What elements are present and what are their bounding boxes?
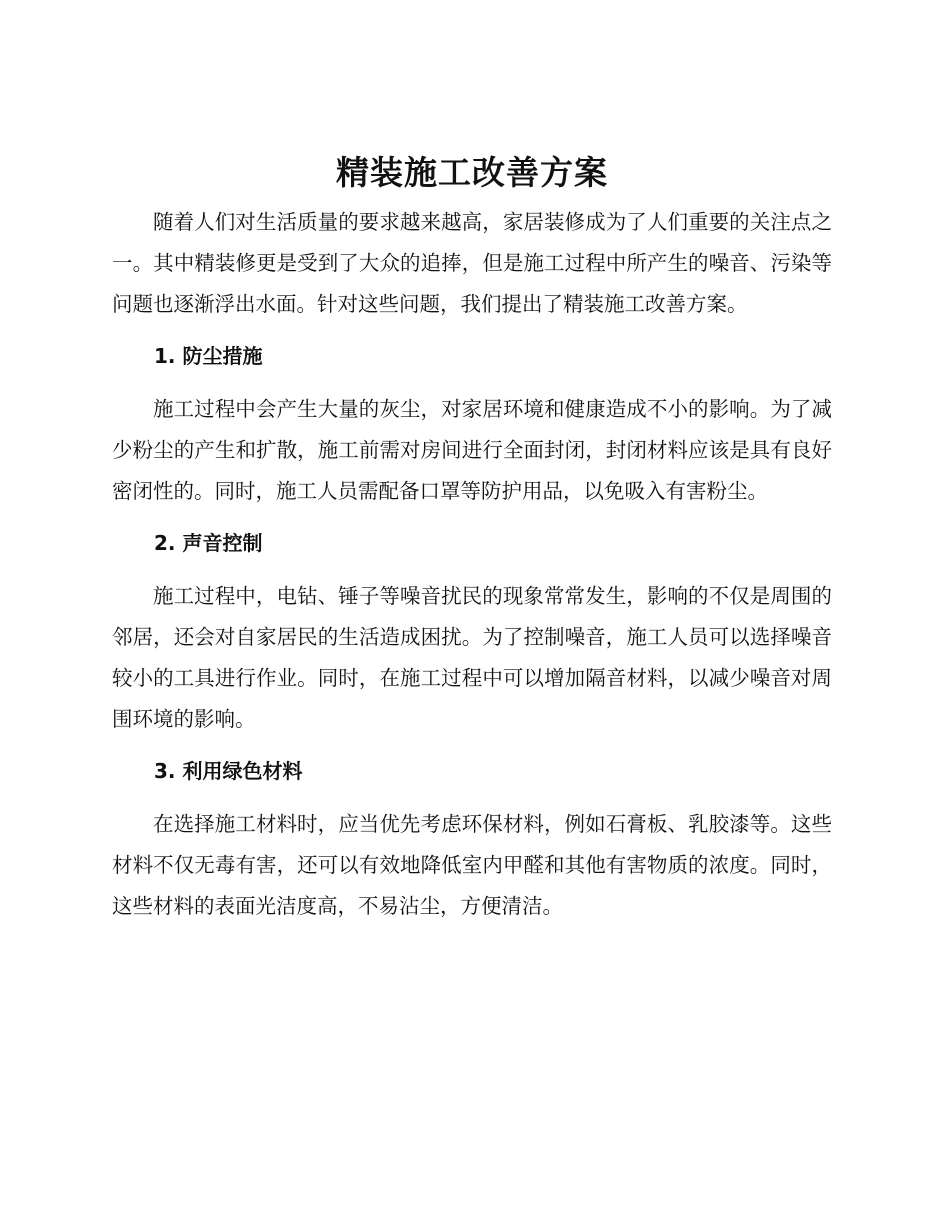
document-title: 精装施工改善方案: [336, 153, 608, 192]
section-heading: 2. 声音控制: [154, 531, 263, 555]
document-body: [112, 148, 832, 927]
section-noise-control: [112, 523, 832, 740]
section-paragraph: 施工过程中，电钻、锤子等噪音扰民的现象常常发生，影响的不仅是周围的邻居，还会对自家居民的生活造成困扰。为了控制噪音，施工人员可以选择噪音较小的工具进行作业。同时，在施工过程中可以增加隔音材料，以减少噪音对周围环境的影响。: [112, 584, 832, 731]
section-dust-prevention: [112, 336, 832, 512]
section-heading: 1. 防尘措施: [154, 344, 263, 368]
section-paragraph: 在选择施工材料时，应当优先考虑环保材料，例如石膏板、乳胶漆等。这些材料不仅无毒有害，还可以有效地降低室内甲醛和其他有害物质的浓度。同时，这些材料的表面光洁度高，不易沾尘，方便清洁。: [112, 812, 832, 918]
section-green-materials: [112, 751, 832, 927]
intro-paragraph: 随着人们对生活质量的要求越来越高，家居装修成为了人们重要的关注点之一。其中精装修更是受到了大众的追捧，但是施工过程中所产生的噪音、污染等问题也逐渐浮出水面。针对这些问题，我们提出了精装施工改善方案。: [112, 210, 832, 316]
section-heading: 3. 利用绿色材料: [154, 759, 303, 783]
section-paragraph: 施工过程中会产生大量的灰尘，对家居环境和健康造成不小的影响。为了减少粉尘的产生和扩散，施工前需对房间进行全面封闭，封闭材料应该是具有良好密闭性的。同时，施工人员需配备口罩等防护用品，以免吸入有害粉尘。: [112, 397, 832, 503]
